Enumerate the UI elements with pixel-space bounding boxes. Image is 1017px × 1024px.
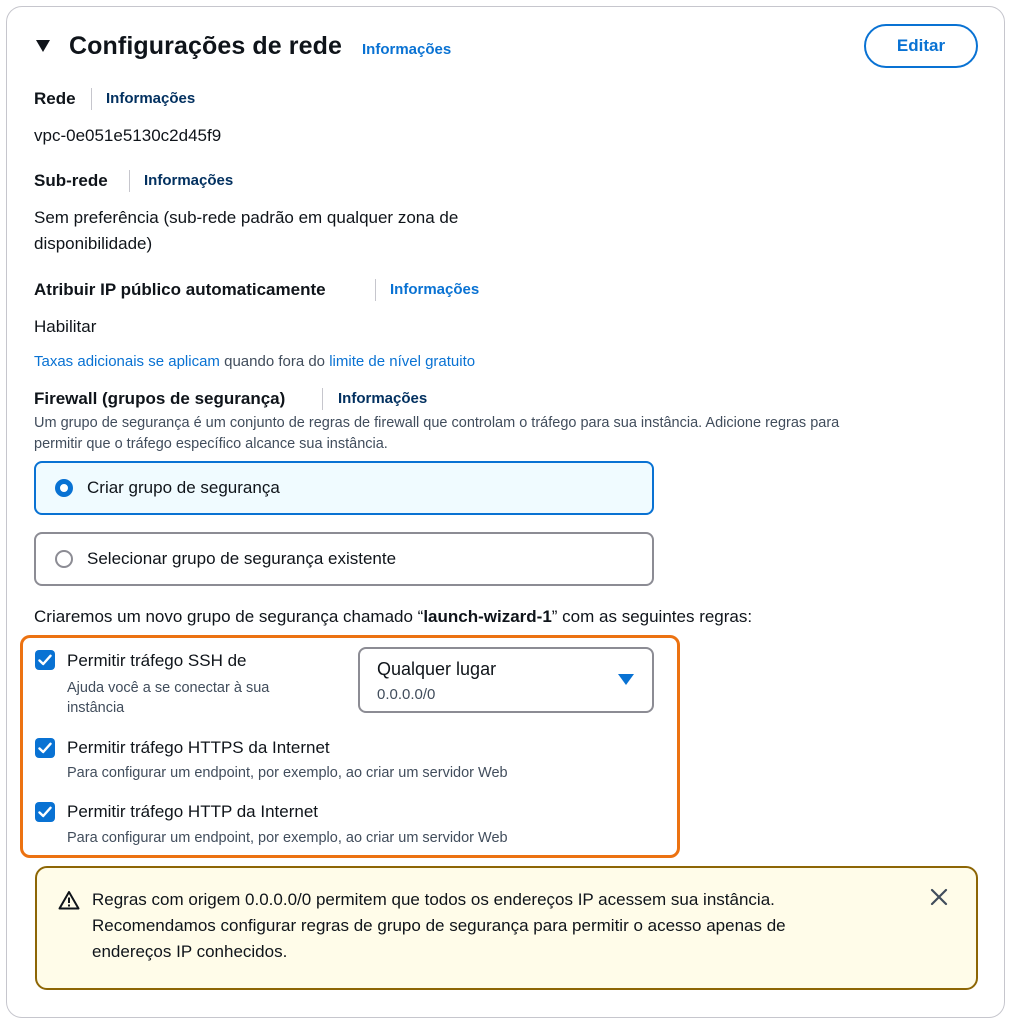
public-ip-label: Atribuir IP público automaticamente [34, 280, 326, 299]
subnet-value-line1: Sem preferência (sub-rede padrão em qualquer zona de [34, 208, 459, 227]
warning-alert [35, 866, 978, 990]
firewall-info-link[interactable]: Informações [338, 390, 428, 407]
divider [322, 388, 323, 410]
firewall-description-line1: Um grupo de segurança é um conjunto de regras de firewall que controlam o tráfego para sua instância. Adicione regras para [34, 415, 840, 431]
network-info-link[interactable]: Informações [106, 90, 196, 107]
http-rule-label: Permitir tráfego HTTP da Internet [67, 802, 319, 821]
check-icon [38, 806, 52, 818]
ssh-source-cidr: 0.0.0.0/0 [377, 686, 436, 703]
radio-label: Criar grupo de segurança [87, 478, 280, 497]
ssh-checkbox[interactable] [35, 650, 55, 670]
check-icon [38, 742, 52, 754]
free-tier-link[interactable]: limite de nível gratuito [329, 353, 476, 370]
ssh-rule-label: Permitir tráfego SSH de [67, 651, 247, 670]
https-rule-label: Permitir tráfego HTTPS da Internet [67, 738, 330, 757]
fees-note [34, 353, 475, 370]
close-icon[interactable] [930, 888, 948, 906]
divider [129, 170, 130, 192]
divider [375, 279, 376, 301]
subnet-value-line2: disponibilidade) [34, 234, 153, 253]
radio-unselected-icon[interactable] [55, 550, 73, 568]
warning-line3: endereços IP conhecidos. [92, 942, 288, 961]
dropdown-caret-icon[interactable] [618, 674, 634, 685]
firewall-description-line2: permitir que o tráfego específico alcance sua instância. [34, 436, 388, 452]
ssh-source-selected: Qualquer lugar [377, 659, 497, 679]
collapse-caret-icon[interactable] [36, 40, 50, 52]
ssh-rule-help-line1: Ajuda você a se conectar à sua [67, 680, 270, 696]
warning-icon [58, 890, 80, 910]
ssh-source-select[interactable] [358, 647, 654, 713]
summary-suffix: ” com as seguintes regras: [551, 607, 753, 626]
fees-middle-text: quando fora do [219, 353, 330, 370]
edit-button[interactable]: Editar [864, 24, 978, 68]
public-ip-info-link[interactable]: Informações [390, 281, 480, 298]
warning-line1: Regras com origem 0.0.0.0/0 permitem que todos os endereços IP acessem sua instância. [92, 890, 775, 909]
fees-link[interactable]: Taxas adicionais se aplicam [34, 353, 220, 370]
http-checkbox[interactable] [35, 802, 55, 822]
firewall-label: Firewall (grupos de segurança) [34, 389, 286, 408]
summary-prefix: Criaremos um novo grupo de segurança chamado “ [34, 607, 424, 626]
radio-create-security-group[interactable] [34, 461, 654, 515]
divider [91, 88, 92, 110]
warning-text [92, 887, 892, 965]
warning-line2: Recomendamos configurar regras de grupo de segurança para permitir o acesso apenas de [92, 916, 786, 935]
security-group-name: launch-wizard-1 [423, 607, 552, 626]
section-info-link[interactable]: Informações [362, 41, 452, 58]
radio-label: Selecionar grupo de segurança existente [87, 549, 397, 568]
network-label: Rede [34, 89, 76, 108]
http-rule-help: Para configurar um endpoint, por exemplo, ao criar um servidor Web [67, 830, 508, 846]
section-title: Configurações de rede [69, 32, 342, 60]
security-group-summary [34, 607, 752, 627]
radio-selected-icon[interactable] [55, 479, 73, 497]
subnet-info-link[interactable]: Informações [144, 172, 234, 189]
subnet-label: Sub-rede [34, 171, 108, 190]
public-ip-value: Habilitar [34, 317, 97, 336]
check-icon [38, 654, 52, 666]
network-value: vpc-0e051e5130c2d45f9 [34, 126, 222, 145]
https-checkbox[interactable] [35, 738, 55, 758]
https-rule-help: Para configurar um endpoint, por exemplo, ao criar um servidor Web [67, 765, 508, 781]
ssh-rule-help-line2: instância [67, 700, 125, 716]
radio-select-existing-security-group[interactable] [34, 532, 654, 586]
